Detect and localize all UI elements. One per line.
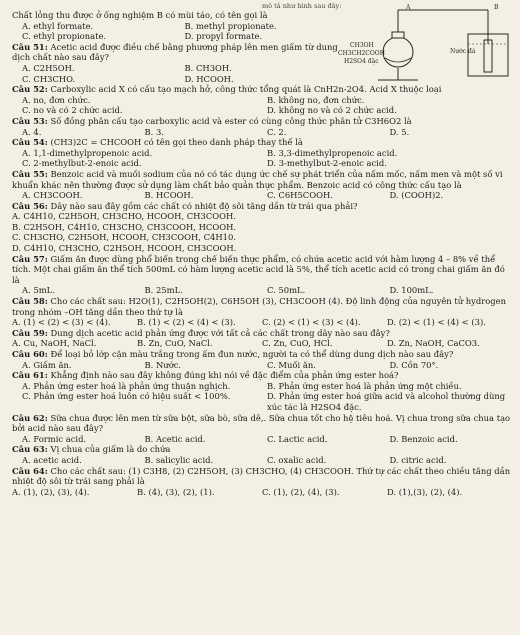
- question-label: Câu 61:: [12, 370, 48, 381]
- option-d[interactable]: D. C4H10, CH3CHO, C2H5OH, HCOOH, CH3COOH.: [12, 243, 237, 254]
- question-53: [12, 116, 512, 137]
- question-62: [12, 413, 512, 445]
- option-a[interactable]: A. C4H10, C2H5OH, CH3CHO, HCOOH, CH3COOH.: [12, 211, 236, 222]
- question-54: [12, 137, 512, 169]
- header-fragment: mô tả như hình sau đây:: [262, 2, 342, 10]
- option-b[interactable]: B. C2H5OH, C4H10, CH3CHO, CH3COOH, HCOOH.: [12, 221, 237, 232]
- option-c[interactable]: C. Muối ăn.: [267, 359, 316, 370]
- question-label: Câu 63:: [12, 444, 48, 455]
- apparatus-label-b: B: [494, 4, 499, 11]
- question-label: Câu 53:: [12, 115, 48, 126]
- option-d[interactable]: D. (2) < (1) < (4) < (3).: [387, 317, 486, 328]
- question-59: [12, 328, 512, 349]
- apparatus-label-a: A: [406, 4, 411, 11]
- option-b[interactable]: B. (4), (3), (2), (1).: [137, 486, 215, 497]
- question-60: [12, 349, 512, 370]
- option-c[interactable]: C. CH3CHO, C2H5OH, HCOOH, CH3COOH, C4H10.: [12, 232, 236, 243]
- option-c[interactable]: C. 50mL.: [267, 285, 306, 296]
- option-a[interactable]: A. Cu, NaOH, NaCl.: [12, 338, 97, 349]
- answer-options: [12, 455, 512, 466]
- option-c[interactable]: C. CH3CHO.: [22, 73, 76, 84]
- option-b[interactable]: B. 3.: [144, 126, 164, 137]
- question-label: Câu 64:: [12, 465, 48, 476]
- option-c[interactable]: C. no và có 2 chức acid.: [22, 105, 123, 116]
- option-a[interactable]: A. no, đơn chức.: [22, 94, 91, 105]
- option-d[interactable]: D. không no và có 2 chức acid.: [267, 105, 397, 116]
- question-text: Để loại bỏ lớp cặn màu trắng trong ấm đun nước, người ta có thể dùng dung dịch nào sau đây?: [50, 349, 454, 359]
- answer-options: [12, 95, 512, 116]
- option-d[interactable]: D. HCOOH.: [184, 73, 234, 84]
- option-d[interactable]: D. propyl formate.: [184, 31, 263, 42]
- question-label: Câu 54:: [12, 137, 48, 148]
- option-b[interactable]: B. Nước.: [144, 359, 182, 370]
- question-label: Câu 60:: [12, 349, 48, 359]
- option-a[interactable]: A. (1), (2), (3), (4).: [12, 486, 90, 497]
- question-label: Câu 52:: [12, 84, 48, 95]
- option-c[interactable]: C. Lactic acid.: [267, 433, 328, 444]
- question-61: [12, 370, 512, 412]
- option-d[interactable]: D. Benzoic acid.: [389, 433, 458, 444]
- option-d[interactable]: D. (1),(3), (2), (4).: [387, 486, 463, 497]
- question-label: Câu 51:: [12, 41, 48, 52]
- question-50: [12, 10, 347, 42]
- answer-options: [12, 434, 512, 445]
- option-a[interactable]: A. 1,1-dimethylpropenoic acid.: [22, 147, 153, 158]
- option-c[interactable]: C. oxalic acid.: [267, 454, 327, 465]
- option-c[interactable]: C. Phản ứng ester hoá luôn có hiệu suất < 100%.: [22, 391, 231, 402]
- question-55: [12, 169, 512, 201]
- flask-formula-2: CH3CH2COOH: [338, 50, 385, 57]
- question-text: Acetic acid được điều chế bằng phương pháp lên men giấm từ dung dịch chất nào sau đây?: [12, 41, 338, 63]
- answer-options: [12, 190, 512, 201]
- answer-options: [12, 317, 512, 328]
- answer-options: [12, 487, 512, 498]
- option-c[interactable]: C. (1), (2), (4), (3).: [262, 486, 340, 497]
- question-label: Câu 57:: [12, 253, 48, 264]
- option-a[interactable]: A. 5mL.: [22, 285, 55, 296]
- question-text: Số đồng phân cấu tạo carboxylic acid và ester có cùng công thức phân tử C3H6O2 là: [50, 115, 412, 126]
- answer-options: [12, 148, 512, 169]
- option-b[interactable]: B. 3,3-dimethylpropenoic acid.: [267, 147, 398, 158]
- option-b[interactable]: B. salicylic acid.: [144, 454, 214, 465]
- option-b[interactable]: B. CH3OH.: [184, 62, 232, 73]
- option-a[interactable]: A. Phản ứng ester hoá là phản ứng thuận nghịch.: [22, 380, 231, 391]
- option-b[interactable]: B. Zn, CuO, NaCl.: [137, 338, 213, 349]
- option-c[interactable]: C. 2.: [267, 126, 287, 137]
- question-text: Giấm ăn được dùng phổ biến trong chế biến thực phẩm, có chứa acetic acid với hàm lượng 4 – 8% về thể tích. Một chai giấm ăn thể tích 500mL có hàm lượng acetic acid là 5%, thể tích acetic acid có trong chai giấm ăn đó là: [12, 253, 505, 285]
- question-63: [12, 444, 512, 465]
- answer-options: [12, 21, 347, 42]
- question-text: Sữa chua được lên men từ sữa bột, sữa bò, sữa dê,. Sữa chua tốt cho hệ tiêu hoá. Vị chua trong sữa chua tạo bởi acid nào sau đây?: [12, 412, 511, 434]
- question-57: [12, 254, 512, 296]
- flask-formula-3: H2SO4 đặc: [344, 58, 379, 65]
- question-56: [12, 201, 512, 254]
- option-d[interactable]: D. Cồn 70°.: [389, 359, 439, 370]
- answer-options: [12, 338, 512, 349]
- question-51: [12, 42, 347, 84]
- option-c[interactable]: C. ethyl propionate.: [22, 31, 107, 42]
- answer-options: [12, 63, 347, 84]
- answer-options: [12, 127, 512, 138]
- option-a[interactable]: A. CH3COOH.: [22, 190, 83, 201]
- question-text: Khẳng định nào sau đây không đúng khi nói về đặc điểm của phản ứng ester hoá?: [50, 370, 399, 381]
- option-d[interactable]: D. citric acid.: [389, 454, 447, 465]
- question-64: [12, 466, 512, 498]
- option-c[interactable]: C. Zn, CuO, HCl.: [262, 338, 333, 349]
- option-d[interactable]: D. 5.: [389, 126, 410, 137]
- question-label: Câu 58:: [12, 296, 48, 307]
- question-text: Cho các chất sau: (1) C3H8, (2) C2H5OH, (3) CH3CHO, (4) CH3COOH. Thứ tự các chất theo chiều tăng dần nhiệt độ sôi từ trái sang phải là: [12, 465, 511, 487]
- water-label: Nước đá: [450, 48, 476, 55]
- option-b[interactable]: B. methyl propionate.: [184, 20, 277, 31]
- question-52: [12, 84, 512, 116]
- option-d[interactable]: D. Zn, NaOH, CaCO3.: [387, 338, 480, 349]
- question-58: [12, 296, 512, 328]
- answer-options: [12, 211, 512, 253]
- question-text: Chất lỏng thu được ở ống nghiệm B có mùi táo, có tên gọi là: [12, 10, 268, 20]
- option-a[interactable]: A. 4.: [22, 126, 42, 137]
- question-label: Câu 59:: [12, 327, 48, 338]
- option-d[interactable]: D. 3-methylbut-2-enoic acid.: [267, 158, 387, 169]
- option-b[interactable]: B. Acetic acid.: [144, 433, 206, 444]
- option-d[interactable]: D. Phản ứng ester hoá giữa acid và alcohol thường dùng xúc tác là H2SO4 đặc.: [267, 391, 506, 412]
- option-b[interactable]: B. (1) < (2) < (4) < (3).: [137, 317, 236, 328]
- question-text: Cho các chất sau: H2O(1), C2H5OH(2), C6H5OH (3), CH3COOH (4). Độ linh động của nguyên tử hydrogen trong nhóm –OH tăng dần theo thứ tự là: [12, 296, 506, 317]
- question-text: Dung dịch acetic acid phản ứng được với tất cả các chất trong dãy nào sau đây?: [50, 327, 390, 338]
- question-text: (CH3)2C = CHCOOH có tên gọi theo danh pháp thay thế là: [50, 137, 303, 148]
- option-a[interactable]: A. (1) < (2) < (3) < (4).: [12, 317, 111, 328]
- option-c[interactable]: C. 2-methylbut-2-enoic acid.: [22, 158, 142, 169]
- option-a[interactable]: A. Giấm ăn.: [22, 359, 72, 370]
- answer-options: [12, 285, 512, 296]
- option-b[interactable]: B. Phản ứng ester hoá là phản ứng một chiều.: [267, 380, 462, 391]
- answer-options: [12, 381, 512, 413]
- question-label: Câu 62:: [12, 412, 48, 423]
- option-a[interactable]: A. acetic acid.: [22, 454, 82, 465]
- distillation-apparatus-figure: [338, 4, 514, 82]
- question-text: Dãy nào sau đây gồm các chất có nhiệt độ sôi tăng dần từ trái qua phải?: [50, 200, 358, 211]
- option-a[interactable]: A. Formic acid.: [22, 433, 87, 444]
- question-label: Câu 55:: [12, 168, 48, 179]
- option-c[interactable]: C. C6H5COOH.: [267, 190, 333, 201]
- flask-formula-1: CH3OH: [350, 42, 374, 49]
- option-d[interactable]: D. 100mL.: [389, 285, 434, 296]
- option-a[interactable]: A. C2H5OH.: [22, 62, 75, 73]
- option-b[interactable]: B. HCOOH.: [144, 190, 194, 201]
- option-c[interactable]: C. (2) < (1) < (3) < (4).: [262, 317, 361, 328]
- option-a[interactable]: A. ethyl formate.: [22, 20, 94, 31]
- option-b[interactable]: B. không no, đơn chức.: [267, 94, 365, 105]
- question-label: Câu 56:: [12, 200, 48, 211]
- answer-options: [12, 360, 512, 371]
- question-text: Carboxylic acid X có cấu tạo mạch hở, công thức tổng quát là CnH2n-2O4. Acid X thuộc loại: [50, 84, 442, 95]
- question-text: Vị chua của giấm là do chứa: [50, 444, 171, 455]
- option-b[interactable]: B. 25mL.: [144, 285, 183, 296]
- question-text: Benzoic acid và muối sodium của nó có tác dụng ức chế sự phát triển của nấm mốc, nấm men và một số vi khuẩn khác nên thường được sử dụng làm chất bảo quản thực phẩm. Benzoic acid có công thức cấu tạo là: [12, 168, 503, 190]
- option-d[interactable]: D. (COOH)2.: [389, 190, 444, 201]
